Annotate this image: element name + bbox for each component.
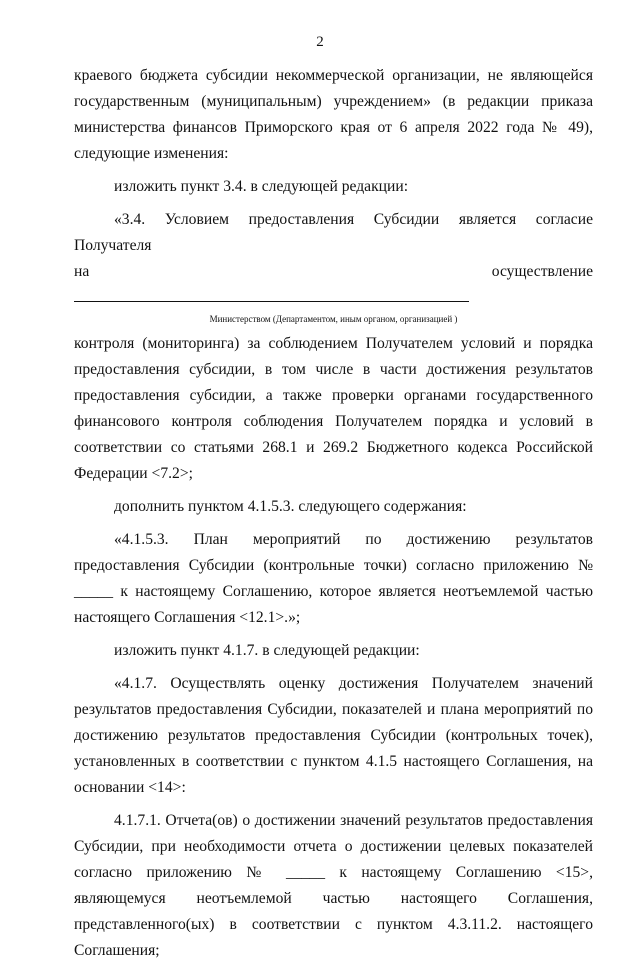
paragraph-4-1-7: «4.1.7. Осуществлять оценку достижения Получателем значений результатов предоставления Субсидии, показателей и плана мероприятий по достижению результатов предоставления Субсидии (контрольных точек), установленных в соответствии с пунктом 4.1.5 настоящего Соглашения, на основании <14>: — [74, 675, 593, 796]
fill-in-line — [74, 285, 469, 302]
paragraph-3-4-blank-line — [74, 259, 593, 311]
page-number: 2 — [316, 34, 324, 50]
paragraph-3-4-start: «3.4. Условием предоставления Субсидии является согласие Получателя — [74, 211, 593, 254]
paragraph-3-4-lead: на осуществление — [74, 263, 593, 280]
paragraph-intro: краевого бюджета субсидии некоммерческой организации, не являющейся государственным (муниципальным) учреждением» (в редакции приказа министерства финансов Приморского края от 6 апреля 2022 года № 49), следующие изменения: — [74, 67, 593, 162]
paragraph-4-1-7-1: 4.1.7.1. Отчета(ов) о достижении значений результатов предоставления Субсидии, при необходимости отчета о достижении целевых показателей согласно приложению № _____ к настоящему Соглашению <15>, являющемуся неотъемлемой частью настоящего Соглашения, представленного(ых) в соответствии с пунктом 4.3.11.2. настоящего Соглашения; — [74, 812, 593, 959]
paragraph-4-1-5-3: «4.1.5.3. План мероприятий по достижению результатов предоставления Субсидии (контрольные точки) согласно приложению № _____ к настоящему Соглашению, которое является неотъемлемой частью настоящего Соглашения <12.1>.»; — [74, 531, 593, 626]
blank-line-caption: Министерством (Департаментом, иным органом, организацией ) — [209, 314, 458, 324]
document-body — [74, 63, 593, 964]
paragraph-3-4-continuation: контроля (мониторинга) за соблюдением Получателем условий и порядка предоставления субсидии, в том числе в части достижения результатов предоставления субсидии, а также проверки органами государственного финансового контроля соблюдения Получателем порядка и условий в соответствии со статьями 268.1 и 269.2 Бюджетного кодекса Российской Федерации <7.2>; — [74, 335, 593, 482]
paragraph-amend-4-1-7: изложить пункт 4.1.7. в следующей редакции: — [114, 642, 420, 659]
paragraph-add-4-1-5-3: дополнить пунктом 4.1.5.3. следующего содержания: — [114, 498, 467, 515]
paragraph-amend-3-4: изложить пункт 3.4. в следующей редакции: — [114, 178, 409, 195]
